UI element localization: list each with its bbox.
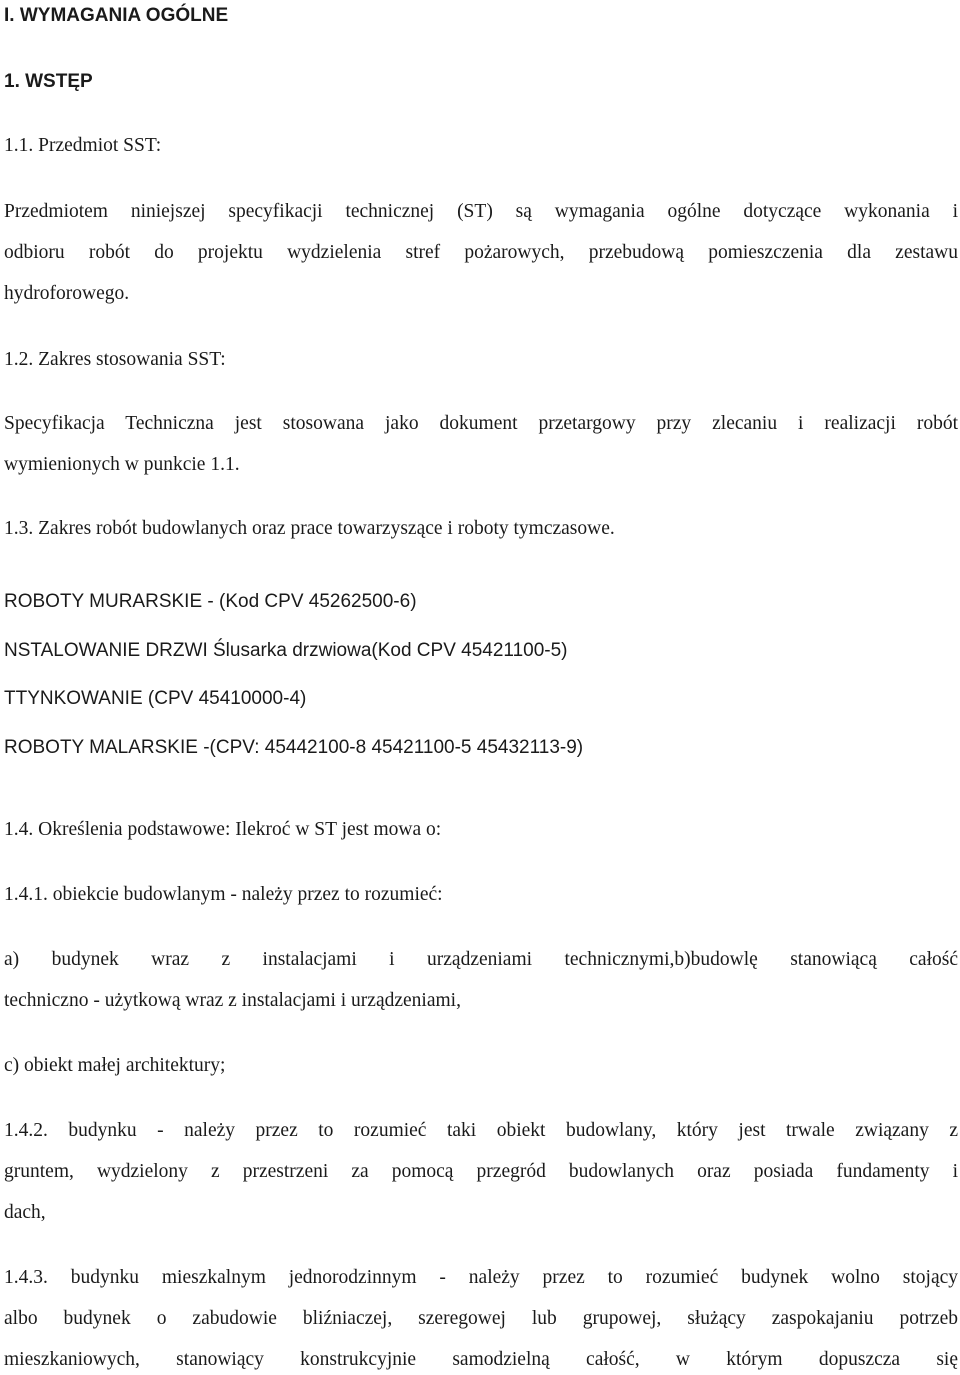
- paragraph-line: Przedmiotem niniejszej specyfikacji technicznej (ST) są wymagania ogólne dotyczące wykonania i: [4, 201, 958, 222]
- subsection-1-2-heading: 1.2. Zakres stosowania SST:: [4, 349, 226, 370]
- paragraph-line: wymienionych w punkcie 1.1.: [4, 454, 240, 475]
- paragraph-line: gruntem, wydzielony z przestrzeni za pomocą przegród budowlanych oraz posiada fundamenty i: [4, 1161, 958, 1182]
- works-list-item: ROBOTY MALARSKIE -(CPV: 45442100-8 45421100-5 45432113-9): [4, 737, 584, 758]
- paragraph-line: mieszkaniowych, stanowiący konstrukcyjnie samodzielną całość, w którym dopuszcza się: [4, 1349, 958, 1370]
- works-list-item: NSTALOWANIE DRZWI Ślusarka drzwiowa(Kod CPV 45421100-5): [4, 640, 568, 661]
- subsection-1-4-heading: 1.4. Określenia podstawowe: Ilekroć w ST jest mowa o:: [4, 819, 442, 840]
- section-heading: I. WYMAGANIA OGÓLNE: [4, 5, 229, 26]
- subsection-1-3-heading: 1.3. Zakres robót budowlanych oraz prace towarzyszące i roboty tymczasowe.: [4, 518, 615, 539]
- paragraph-line: 1.4.2. budynku - należy przez to rozumieć taki obiekt budowlany, który jest trwale związany z: [4, 1120, 958, 1141]
- paragraph-line: 1.4.3. budynku mieszkalnym jednorodzinnym - należy przez to rozumieć budynek wolno stojący: [4, 1267, 958, 1288]
- works-list-item: ROBOTY MURARSKIE - (Kod CPV 45262500-6): [4, 591, 417, 612]
- paragraph-line: a) budynek wraz z instalacjami i urządzeniami technicznymi,b)budowlę stanowiącą całość: [4, 949, 958, 970]
- paragraph-line: albo budynek o zabudowie bliźniaczej, szeregowej lub grupowej, służący zaspokajaniu potrzeb: [4, 1308, 958, 1329]
- works-list-item: TTYNKOWANIE (CPV 45410000-4): [4, 688, 307, 709]
- definition-heading: 1.4.1. obiekcie budowlanym - należy przez to rozumieć:: [4, 884, 443, 905]
- paragraph-line: c) obiekt małej architektury;: [4, 1055, 226, 1076]
- paragraph-line: Specyfikacja Techniczna jest stosowana jako dokument przetargowy przy zlecaniu i realizacji robót: [4, 413, 958, 434]
- paragraph-line: hydroforowego.: [4, 283, 130, 304]
- subsection-1-1-heading: 1.1. Przedmiot SST:: [4, 135, 162, 156]
- paragraph-line: techniczno - użytkową wraz z instalacjami i urządzeniami,: [4, 990, 461, 1011]
- paragraph-line: dach,: [4, 1202, 46, 1223]
- intro-heading: 1. WSTĘP: [4, 71, 93, 92]
- paragraph-line: odbioru robót do projektu wydzielenia stref pożarowych, przebudową pomieszczenia dla zestawu: [4, 242, 958, 263]
